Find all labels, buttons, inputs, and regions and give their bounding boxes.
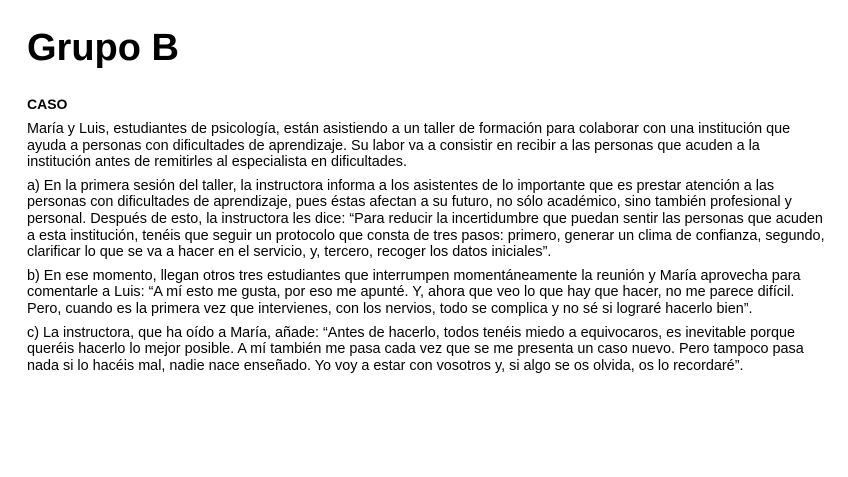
paragraph-c: c) La instructora, que ha oído a María, añade: “Antes de hacerlo, todos tenéis miedo a equivocaros, es inevitable porque queréis hacerlo lo mejor posible. A mí también me pasa cada vez que se me presenta un caso nuevo. Pero tampoco pasa nada si lo hacéis mal, nadie nace enseñado. Yo voy a estar con vosotros y, si algo se os olvida, os lo recordaré”. [27,324,804,374]
document-page [27,28,827,381]
page-title: Grupo B [27,27,179,69]
paragraph-intro: María y Luis, estudiantes de psicología, están asistiendo a un taller de formación para colaborar con una institución que ayuda a personas con dificultades de aprendizaje. Su labor va a consistir en recibir a las personas que acuden a la institución antes de remitirles al especialista en dificultades. [27,121,791,171]
section-label: CASO [27,96,68,112]
paragraph-a: a) En la primera sesión del taller, la instructora informa a los asistentes de lo importante que es prestar atención a las personas con dificultades de aprendizaje, pues éstas afectan a su futuro, no sólo académico, sino también profesional y personal. Después de esto, la instructora les dice: “Para reducir la incertidumbre que puedan sentir las personas que acuden a esta institución, tenéis que seguir un protocolo que consta de tres pasos: primero, generar un clima de confianza, segundo, clarificar lo que se va a hacer en el servicio, y, tercero, recoger los datos iniciales”. [27,177,825,261]
paragraph-b: b) En ese momento, llegan otros tres estudiantes que interrumpen momentáneamente la reunión y María aprovecha para comentarle a Luis: “A mí esto me gusta, por eso me apunté. Y, ahora que veo lo que hay que hacer, no me parece difícil. Pero, cuando es la primera vez que intervienes, con los nervios, todo se complica y no sé si lograré hacerlo bien”. [27,267,801,317]
